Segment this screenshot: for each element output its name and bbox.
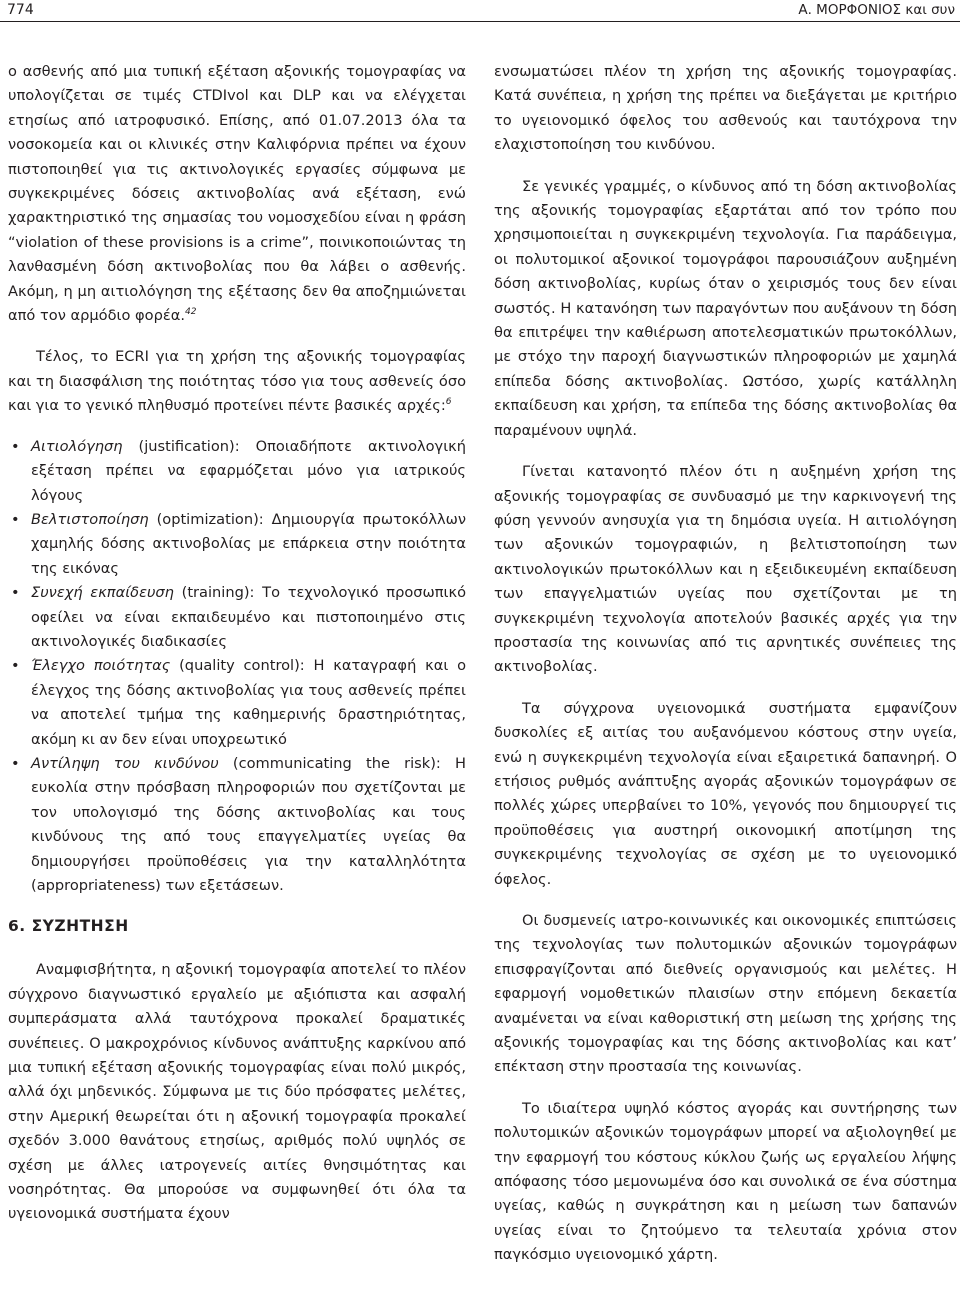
paragraph: ενσωματώσει πλέον τη χρήση της αξονικής τομογραφίας. Κατά συνέπεια, η χρήση της πρέπει να διεξάγεται με κριτήριο το υγειονομικό όφελος του ασθενούς και ταυτόχρονα την ελαχιστοποίηση του κινδύνου. bbox=[494, 63, 957, 154]
paragraph bbox=[8, 345, 466, 418]
list-item bbox=[8, 508, 466, 581]
bullet-icon: • bbox=[11, 657, 20, 675]
list-item-term: Αιτιολόγηση bbox=[31, 437, 123, 455]
left-column bbox=[8, 60, 466, 1227]
bullet-icon: • bbox=[11, 510, 20, 528]
paragraph: Το ιδιαίτερα υψηλό κόστος αγοράς και συντήρησης των πολυτομικών αξονικών τομογράφων μπορεί να αξιολογηθεί με την εφαρμογή του κόστους κύκλου ζωής ως εργαλείου λήψης απόφασης τόσο μεμονωμένα όσο και συνολικά σε ένα σύστημα υγείας, καθώς η συγκράτηση και η μείωση των δαπανών υγείας είναι το ζητούμενο τα τελευταία χρόνια στον παγκόσμιο υγειονομικό χάρτη. bbox=[494, 1099, 957, 1264]
paragraph-text: Τέλος, το ECRI για τη χρήση της αξονικής τομογραφίας και τη διασφάλιση της ποιότητας τόσο για τους ασθενείς όσο και για το γενικό πληθυσμό προτείνει πέντε βασικές αρχές: bbox=[8, 348, 466, 415]
list-item-text: (justification): Οποιαδήποτε ακτινολογική εξέταση πρέπει να εφαρμόζεται μόνο για ιατρικούς λόγους bbox=[31, 437, 466, 504]
reference-mark: 6 bbox=[445, 397, 452, 408]
paragraph: Γίνεται κατανοητό πλέον ότι η αυξημένη χρήση της αξονικής τομογραφίας σε συνδυασμό με την καρκινογενή της φύση γεννούν ανησυχία για τη δημόσια υγεία. Η αιτιολόγηση των αξονικών τομογραφιών, η βελτιστοποίηση των ακτινολογικών πρωτοκόλλων και η εξειδικευμένη εκπαίδευση των επαγγελματιών υγείας που σχετίζονται με τη συγκεκριμένη τεχνολογία αποτελούν βασικές αρχές για την προστασία της κοινωνίας από τις αρνητικές συνέπειες της ακτινοβολίας. bbox=[494, 463, 957, 676]
bullet-icon: • bbox=[11, 754, 20, 772]
page-number: 774 bbox=[7, 2, 34, 18]
list-item-text: (quality control): Η καταγραφή και ο έλεγχος της δόσης ακτινοβολίας για τους ασθενείς πρέπει να αποτελεί τμήμα της καθημερινής δραστηριότητας, ακόμη κι αν δεν είναι υποχρεωτικό bbox=[31, 657, 466, 748]
list-item-text: (optimization): Δημιουργία πρωτοκόλλων χαμηλής δόσης ακτινοβολίας με επάρκεια στην ποιότητα της εικόνας bbox=[31, 510, 466, 577]
list-item bbox=[8, 581, 466, 654]
paragraph: Σε γενικές γραμμές, ο κίνδυνος από τη δόση ακτινοβολίας της αξονικής τομογραφίας εξαρτάται από τον τρόπο που χρησιμοποιείται η συγκεκριμένη τεχνολογία. Για παράδειγμα, οι πολυτομικοί αξονικοί τομογράφοι παρουσιάζουν αυξημένη δόση ακτινοβολίας, κυρίως όταν ο χειρισμός τους δεν είναι σωστός. Η κατανόηση των παραγόντων που αυξάνουν τη δόση θα επιτρέψει την καθιέρωση αποτελεσματικών πρωτοκόλλων, με στόχο την παροχή διαγνωστικών πληροφοριών με χαμηλά επίπεδα δόσης ακτινοβολίας. Ωστόσο, χωρίς κατάλληλη εκπαίδευση και χρήση, τα επίπεδα της δόσης ακτινοβολίας θα παραμένουν υψηλά. bbox=[494, 177, 957, 439]
principles-list bbox=[8, 435, 466, 899]
bullet-icon: • bbox=[11, 584, 20, 602]
list-item-term: Συνεχή εκπαίδευση bbox=[31, 584, 174, 602]
bullet-icon: • bbox=[11, 437, 20, 455]
header-rule bbox=[0, 21, 960, 22]
reference-mark: 42 bbox=[184, 307, 197, 318]
list-item-term: Βελτιστοποίηση bbox=[31, 510, 149, 528]
paragraph: Οι δυσμενείς ιατρο-κοινωνικές και οικονομικές επιπτώσεις της τεχνολογίας των πολυτομικών αξονικών τομογράφων επισφραγίζονται από διεθνείς οργανισμούς και μελέτες. Η εφαρμογή νομοθετικών πλαισίων στην επόμενη δεκαετία αναμένεται να είναι καθοριστική στη μείωση της χρήσης της αξονικής τομογραφίας και της δόσης ακτινοβολίας και κατ’ επέκταση στην προστασία της κοινωνίας. bbox=[494, 912, 957, 1076]
list-item bbox=[8, 435, 466, 508]
paragraph: Τα σύγχρονα υγειονομικά συστήματα εμφανίζουν δυσκολίες εξ αιτίας του αυξανόμενου κόστους στην υγεία, ενώ η συγκεκριμένη τεχνολογία είναι εξαιρετικά δαπανηρή. Ο ετήσιος ρυθμός ανάπτυξης αγοράς αξονικών τομογράφων σε πολλές χώρες υπερβαίνει το 10%, γεγονός που δημιουργεί τις προϋποθέσεις για αυστηρή οικονομική αποτίμηση της συγκεκριμένης τεχνολογίας σε σχέση με το υγειονομικό όφελος. bbox=[494, 699, 957, 888]
paragraph bbox=[8, 60, 466, 328]
list-item bbox=[8, 654, 466, 752]
page-header bbox=[0, 0, 960, 22]
list-item-term: Αντίληψη του κινδύνου bbox=[31, 754, 219, 772]
section-heading: 6. ΣΥΖΗΤΗΣΗ bbox=[8, 917, 129, 936]
right-column bbox=[494, 60, 957, 1268]
running-head: Α. ΜΟΡΦΟΝΙΟΣ και συν bbox=[798, 2, 955, 18]
list-item-text: (communicating the risk): Η ευκολία στην πρόσβαση πληροφοριών που σχετίζονται με τον υπολογισμό της δόσης ακτινοβολίας και τους κινδύνους της από τους επαγγελματίες υγείας θα δημιουργήσει προϋποθέσεις για την καταλληλότητα (appropriateness) των εξετάσεων. bbox=[31, 754, 466, 894]
paragraph: Αναμφισβήτητα, η αξονική τομογραφία αποτελεί το πλέον σύγχρονο διαγνωστικό εργαλείο με αξιόπιστα και ασφαλή συμπεράσματα αλλά ταυτόχρονα προκαλεί δραματικές συνέπειες. Ο μακροχρόνιος κίνδυνος ανάπτυξης καρκίνου από μια τυπική εξέταση αξονικής τομογραφίας είναι πολύ μικρός, αλλά όχι μηδενικός. Σύμφωνα με τις δύο πρόσφατες μελέτες, στην Αμερική θεωρείται ότι η αξονική τομογραφία προκαλεί σχεδόν 3.000 θανάτους ετησίως, αριθμός πολύ υψηλός σε σχέση με άλλες ιατρογενείς αιτίες θνησιμότητας και νοσηρότητας. Θα μπορούσε να συμφωνηθεί ότι όλα τα υγειονομικά συστήματα έχουν bbox=[8, 961, 466, 1223]
paragraph-text: ο ασθενής από μια τυπική εξέταση αξονικής τομογραφίας να υπολογίζεται σε τιμές CTDIvol και DLP και να ελέγχεται ετησίως από ιατροφυσικό. Επίσης, από 01.07.2013 όλα τα νοσοκομεία και οι κλινικές στην Καλιφόρνια πρέπει να έχουν πιστοποιηθεί για τις ακτινολογικές εργασίες σύμφωνα με συγκεκριμένες δόσεις ακτινοβολίας ανά εξέταση, ενώ χαρακτηριστικό της σημασίας του νομοσχεδίου είναι η φράση “violation of these provisions is a crime”, ποινικοποιώντας τη λανθασμένη δόση ακτινοβολίας που θα λάβει ο ασθενής. Ακόμη, η μη αιτιολόγηση της εξέτασης δεν θα αποζημιώνεται από τον αρμόδιο φορέα. bbox=[8, 63, 466, 325]
list-item-text: (training): Το τεχνολογικό προσωπικό οφείλει να είναι εκπαιδευμένο και πιστοποιημένο στις ακτινολογικές διαδικασίες bbox=[31, 584, 467, 650]
list-item-term: Έλεγχο ποιότητας bbox=[31, 657, 171, 675]
list-item bbox=[8, 752, 466, 898]
